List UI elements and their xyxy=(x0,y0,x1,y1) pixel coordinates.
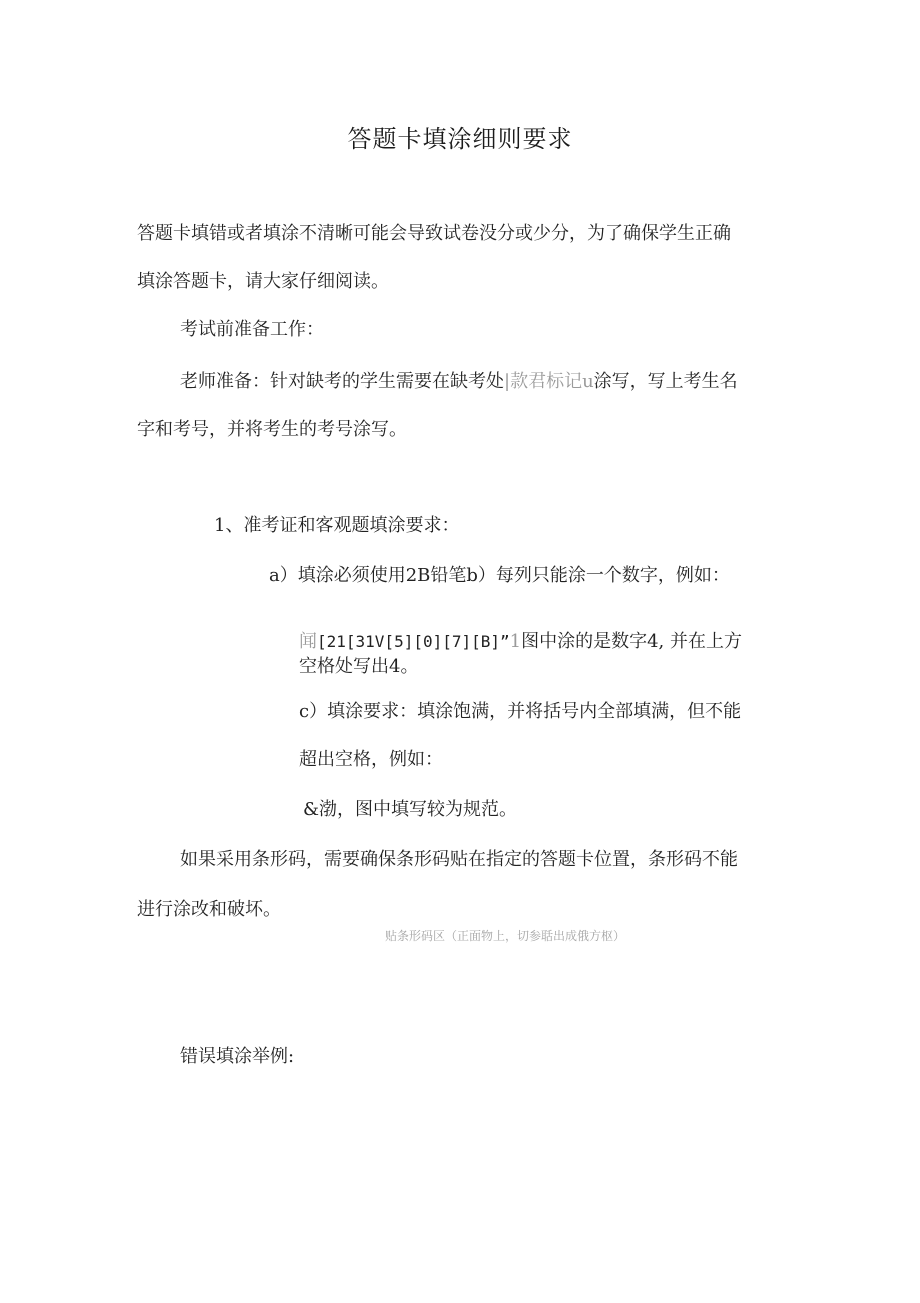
example-line-1 xyxy=(299,630,742,654)
example-gray-mid: 1 xyxy=(509,631,522,652)
item-c-example: &渤，图中填写较为规范。 xyxy=(303,799,518,820)
page-title: 答题卡填涂细则要求 xyxy=(347,125,573,153)
intro-line-2: 填涂答题卡，请大家仔细阅读。 xyxy=(137,271,389,292)
example-boxes: [21[31V[5][0][7][B]” xyxy=(317,632,510,651)
example-text: 图中涂的是数字4, 并在上方 xyxy=(521,631,743,652)
item-c-line-1: c）填涂要求：填涂饱满，并将括号内全部填满，但不能 xyxy=(299,701,742,722)
teacher-text-part1: 老师准备：针对缺考的学生需要在缺考处 xyxy=(180,371,504,392)
teacher-line-1 xyxy=(180,370,738,394)
error-heading: 错误填涂举例: xyxy=(180,1046,295,1067)
barcode-line-2: 进行涂改和破坏。 xyxy=(137,899,281,920)
item-c-line-2: 超出空格，例如： xyxy=(299,749,443,770)
absent-mark-label: |款君标记u xyxy=(504,371,594,392)
item-a: a）填涂必须使用2B铅笔b）每列只能涂一个数字，例如： xyxy=(269,565,730,586)
section1-heading: 1、准考证和客观题填涂要求： xyxy=(214,515,460,536)
barcode-line-1: 如果采用条形码，需要确保条形码贴在指定的答题卡位置，条形码不能 xyxy=(180,849,738,870)
teacher-line-2: 字和考号，并将考生的考号涂写。 xyxy=(137,419,407,440)
prep-heading: 考试前准备工作： xyxy=(180,319,324,340)
intro-line-1: 答题卡填错或者填涂不清晰可能会导致试卷没分或少分，为了确保学生正确 xyxy=(137,223,731,244)
example-gray-prefix: 闻 xyxy=(299,631,317,652)
teacher-text-part2: 涂写，写上考生名 xyxy=(593,371,738,392)
example-line-2: 空格处写出4。 xyxy=(299,656,419,677)
barcode-caption: 贴条形码区（正面物上，切参聒出成俄方枢） xyxy=(384,929,625,943)
